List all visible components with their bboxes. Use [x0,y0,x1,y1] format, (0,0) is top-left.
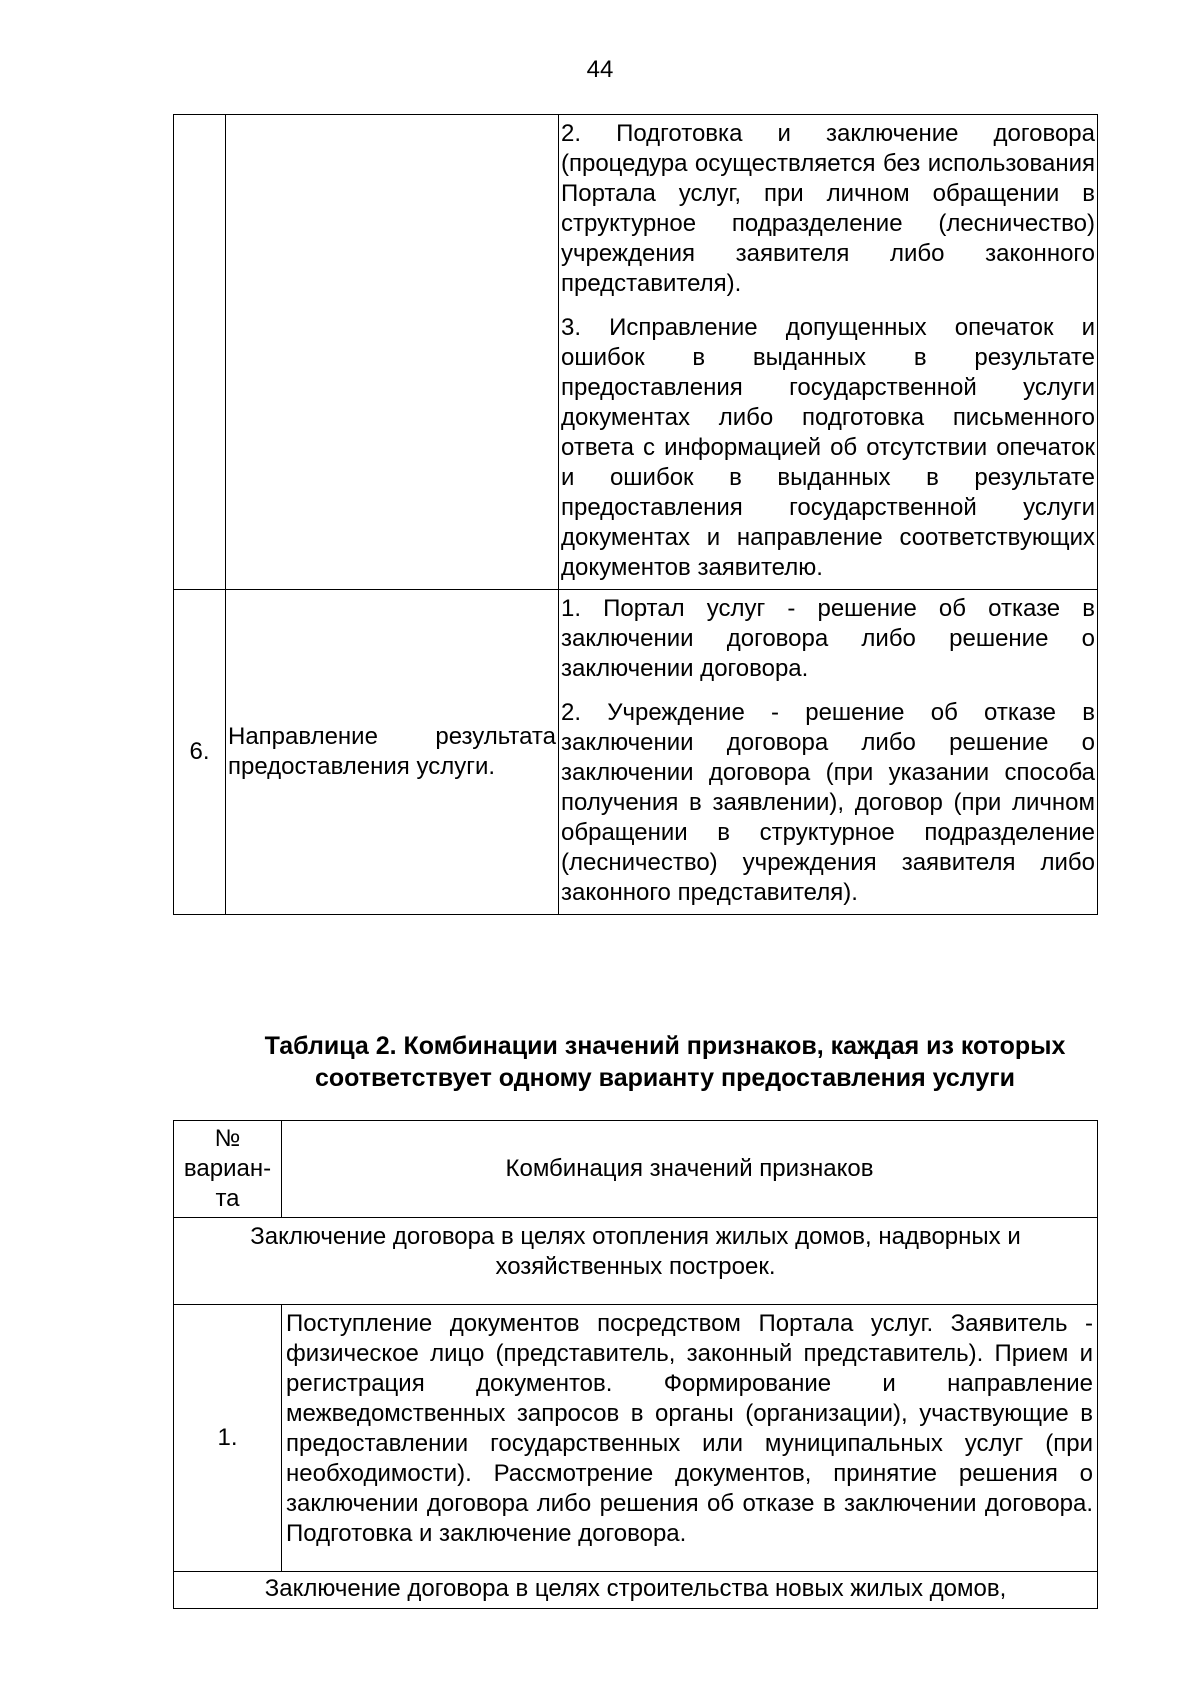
page-number: 44 [586,56,614,83]
variant-number-header: № вариан-та [174,1121,282,1218]
variants-table [173,1120,1098,1609]
table-group-row [174,1218,1098,1305]
stage-paragraph: 1. Портал услуг - решение об отказе в заключении договора либо решение о заключении договора. [561,595,1095,682]
stages-table [173,114,1098,915]
table-caption: Таблица 2. Комбинации значений признаков, каждая из которых соответствует одному варианту предоставления услуги [264,1032,1066,1092]
table-row [174,590,1098,915]
table-row [174,1305,1098,1572]
stage-name-cell [226,115,559,590]
stage-paragraph: 2. Учреждение - решение об отказе в заключении договора либо решение о заключении договора (при указании способа получения в заявлении), договор (при личном обращении в структурное подразделение (лесничество) учреждения заявителя либо законного представителя). [561,699,1095,906]
table-row [174,115,1098,590]
variant-number-cell: 1. [174,1305,282,1572]
group-heading: Заключение договора в целях строительства новых жилых домов, [174,1572,1098,1609]
stage-paragraph: 2. Подготовка и заключение договора (процедура осуществляется без использования Портала услуг, при личном обращении в структурное подразделение (лесничество) учреждения заявителя либо законного представителя). [561,120,1095,297]
stage-number-cell [174,115,226,590]
table-header-row [174,1121,1098,1218]
stage-name-cell: Направление результата предоставления услуги. [226,590,559,915]
group-heading: Заключение договора в целях отопления жилых домов, надворных и хозяйственных построек. [174,1218,1098,1305]
table-group-row [174,1572,1098,1609]
stage-content-cell [559,590,1098,915]
stage-number-cell: 6. [174,590,226,915]
stage-content-cell [559,115,1098,590]
combination-header: Комбинация значений признаков [282,1121,1098,1218]
combination-cell: Поступление документов посредством Портала услуг. Заявитель - физическое лицо (представитель, законный представитель). Прием и регистрация документов. Формирование и направление межведомственных запросов в органы (организации), участвующие в предоставлении государственных или муниципальных услуг (при необходимости). Рассмотрение документов, принятие решения о заключении договора либо решения об отказе в заключении договора. Подготовка и заключение договора. [282,1305,1098,1572]
stage-paragraph: 3. Исправление допущенных опечаток и ошибок в выданных в результате предоставления государственной услуги документах либо подготовка письменного ответа с информацией об отсутствии опечаток и ошибок в выданных в результате предоставления государственной услуги документах и направление соответствующих документов заявителю. [561,314,1095,581]
